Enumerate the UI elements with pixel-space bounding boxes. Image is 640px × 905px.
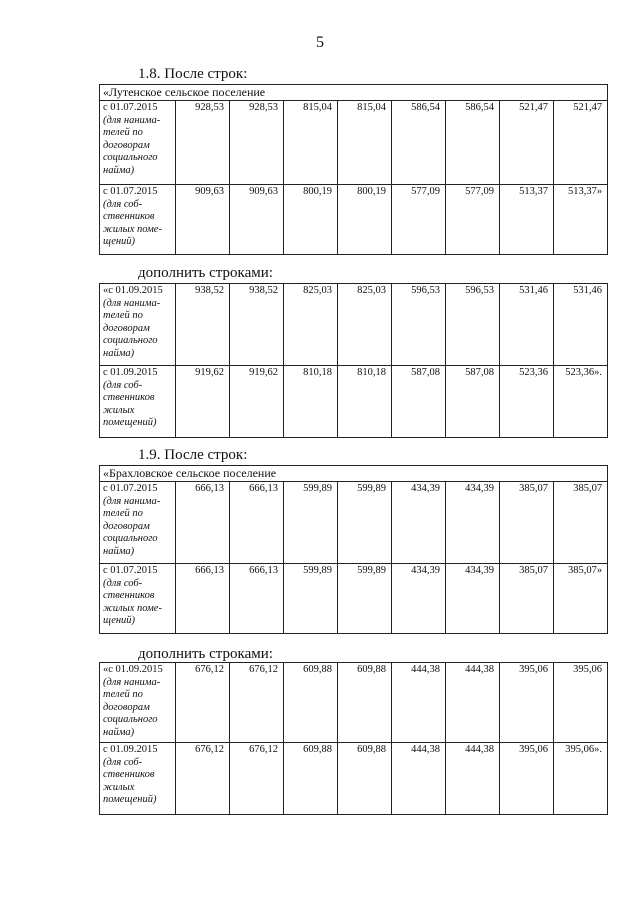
row-date: с 01.09.2015 <box>103 744 158 755</box>
settlement-name-row <box>100 466 608 482</box>
table-cell: 395,06». <box>554 743 608 815</box>
table-cell: 666,13 <box>230 482 284 564</box>
table-cell: 810,18 <box>338 366 392 438</box>
row-note: (для соб-ственников жилых помещений) <box>103 379 157 429</box>
table-cell: 666,13 <box>176 482 230 564</box>
row-date: с 01.09.2015 <box>103 367 158 378</box>
table-cell: 531,46 <box>554 284 608 366</box>
table-cell: 577,09 <box>392 185 446 255</box>
table-cell: 444,38 <box>392 663 446 743</box>
table-cell: 434,39 <box>392 482 446 564</box>
table-cell: 444,38 <box>446 743 500 815</box>
row-note: (для нанима-телей по договорам социального найма) <box>103 297 161 359</box>
table-cell: 609,88 <box>284 743 338 815</box>
table-cell: 599,89 <box>284 482 338 564</box>
page-number: 5 <box>316 34 324 51</box>
table-cell: 395,06 <box>500 663 554 743</box>
row-note: (для нанима-телей по договорам социального найма) <box>103 676 161 738</box>
table-cell: 523,36». <box>554 366 608 438</box>
section-heading: 1.9. После строк: <box>138 447 248 463</box>
table-cell: 676,12 <box>230 743 284 815</box>
table-cell: 385,07» <box>554 564 608 634</box>
table-row <box>100 564 608 634</box>
settlement-name-row <box>100 85 608 101</box>
section-heading: 1.8. После строк: <box>138 66 248 82</box>
table-cell: 523,36 <box>500 366 554 438</box>
table-cell: 609,88 <box>338 743 392 815</box>
table-row <box>100 663 608 743</box>
table-cell: 938,52 <box>230 284 284 366</box>
table-cell: 599,89 <box>338 482 392 564</box>
row-label <box>100 482 176 564</box>
table-cell: 444,38 <box>446 663 500 743</box>
table-cell: 825,03 <box>284 284 338 366</box>
table-cell: 938,52 <box>176 284 230 366</box>
table-cell: 928,53 <box>230 101 284 185</box>
table-cell: 666,13 <box>176 564 230 634</box>
row-label <box>100 101 176 185</box>
tariff-table <box>99 465 608 634</box>
row-label <box>100 284 176 366</box>
table-cell: 810,18 <box>284 366 338 438</box>
table-cell: 395,06 <box>554 663 608 743</box>
row-label <box>100 564 176 634</box>
settlement-name: «Лутенское сельское поселение <box>100 85 608 101</box>
row-date: с 01.07.2015 <box>103 186 158 197</box>
table-cell: 676,12 <box>176 663 230 743</box>
tariff-table <box>99 662 608 815</box>
table-cell: 676,12 <box>230 663 284 743</box>
row-note: (для соб-ственников жилых поме-щений) <box>103 198 162 248</box>
table-cell: 521,47 <box>500 101 554 185</box>
row-note: (для соб-ственников жилых поме-щений) <box>103 577 162 627</box>
tariff-table <box>99 84 608 255</box>
table-cell: 385,07 <box>554 482 608 564</box>
table-cell: 434,39 <box>446 482 500 564</box>
table-row <box>100 743 608 815</box>
table-cell: 577,09 <box>446 185 500 255</box>
table-cell: 596,53 <box>392 284 446 366</box>
row-date: «с 01.09.2015 <box>103 664 163 675</box>
row-note: (для соб-ственников жилых помещений) <box>103 756 157 806</box>
row-date: с 01.07.2015 <box>103 102 158 113</box>
table-cell: 434,39 <box>392 564 446 634</box>
table-row <box>100 366 608 438</box>
row-label <box>100 663 176 743</box>
table-cell: 513,37» <box>554 185 608 255</box>
table-row <box>100 185 608 255</box>
table-cell: 609,88 <box>338 663 392 743</box>
table-cell: 513,37 <box>500 185 554 255</box>
table-cell: 395,06 <box>500 743 554 815</box>
table-cell: 586,54 <box>392 101 446 185</box>
row-date: с 01.07.2015 <box>103 483 158 494</box>
settlement-name: «Брахловское сельское поселение <box>100 466 608 482</box>
table-cell: 815,04 <box>338 101 392 185</box>
row-date: «с 01.09.2015 <box>103 285 163 296</box>
table-cell: 800,19 <box>284 185 338 255</box>
table-row <box>100 482 608 564</box>
row-label <box>100 366 176 438</box>
tariff-table <box>99 283 608 438</box>
table-cell: 531,46 <box>500 284 554 366</box>
table-cell: 666,13 <box>230 564 284 634</box>
row-note: (для нанима-телей по договорам социального найма) <box>103 495 161 557</box>
row-date: с 01.07.2015 <box>103 565 158 576</box>
table-cell: 521,47 <box>554 101 608 185</box>
table-cell: 676,12 <box>176 743 230 815</box>
table-cell: 919,62 <box>230 366 284 438</box>
table-cell: 444,38 <box>392 743 446 815</box>
row-label <box>100 743 176 815</box>
table-cell: 909,63 <box>176 185 230 255</box>
table-row <box>100 284 608 366</box>
row-note: (для нанима-телей по договорам социального найма) <box>103 114 161 176</box>
table-cell: 609,88 <box>284 663 338 743</box>
table-cell: 385,07 <box>500 482 554 564</box>
table-cell: 815,04 <box>284 101 338 185</box>
table-cell: 587,08 <box>392 366 446 438</box>
table-cell: 909,63 <box>230 185 284 255</box>
table-cell: 599,89 <box>284 564 338 634</box>
table-cell: 434,39 <box>446 564 500 634</box>
section-heading: дополнить строками: <box>138 265 273 281</box>
table-cell: 599,89 <box>338 564 392 634</box>
table-cell: 919,62 <box>176 366 230 438</box>
table-cell: 596,53 <box>446 284 500 366</box>
row-label <box>100 185 176 255</box>
table-cell: 928,53 <box>176 101 230 185</box>
table-cell: 800,19 <box>338 185 392 255</box>
table-cell: 825,03 <box>338 284 392 366</box>
section-heading: дополнить строками: <box>138 646 273 662</box>
table-cell: 586,54 <box>446 101 500 185</box>
table-cell: 385,07 <box>500 564 554 634</box>
table-cell: 587,08 <box>446 366 500 438</box>
table-row <box>100 101 608 185</box>
